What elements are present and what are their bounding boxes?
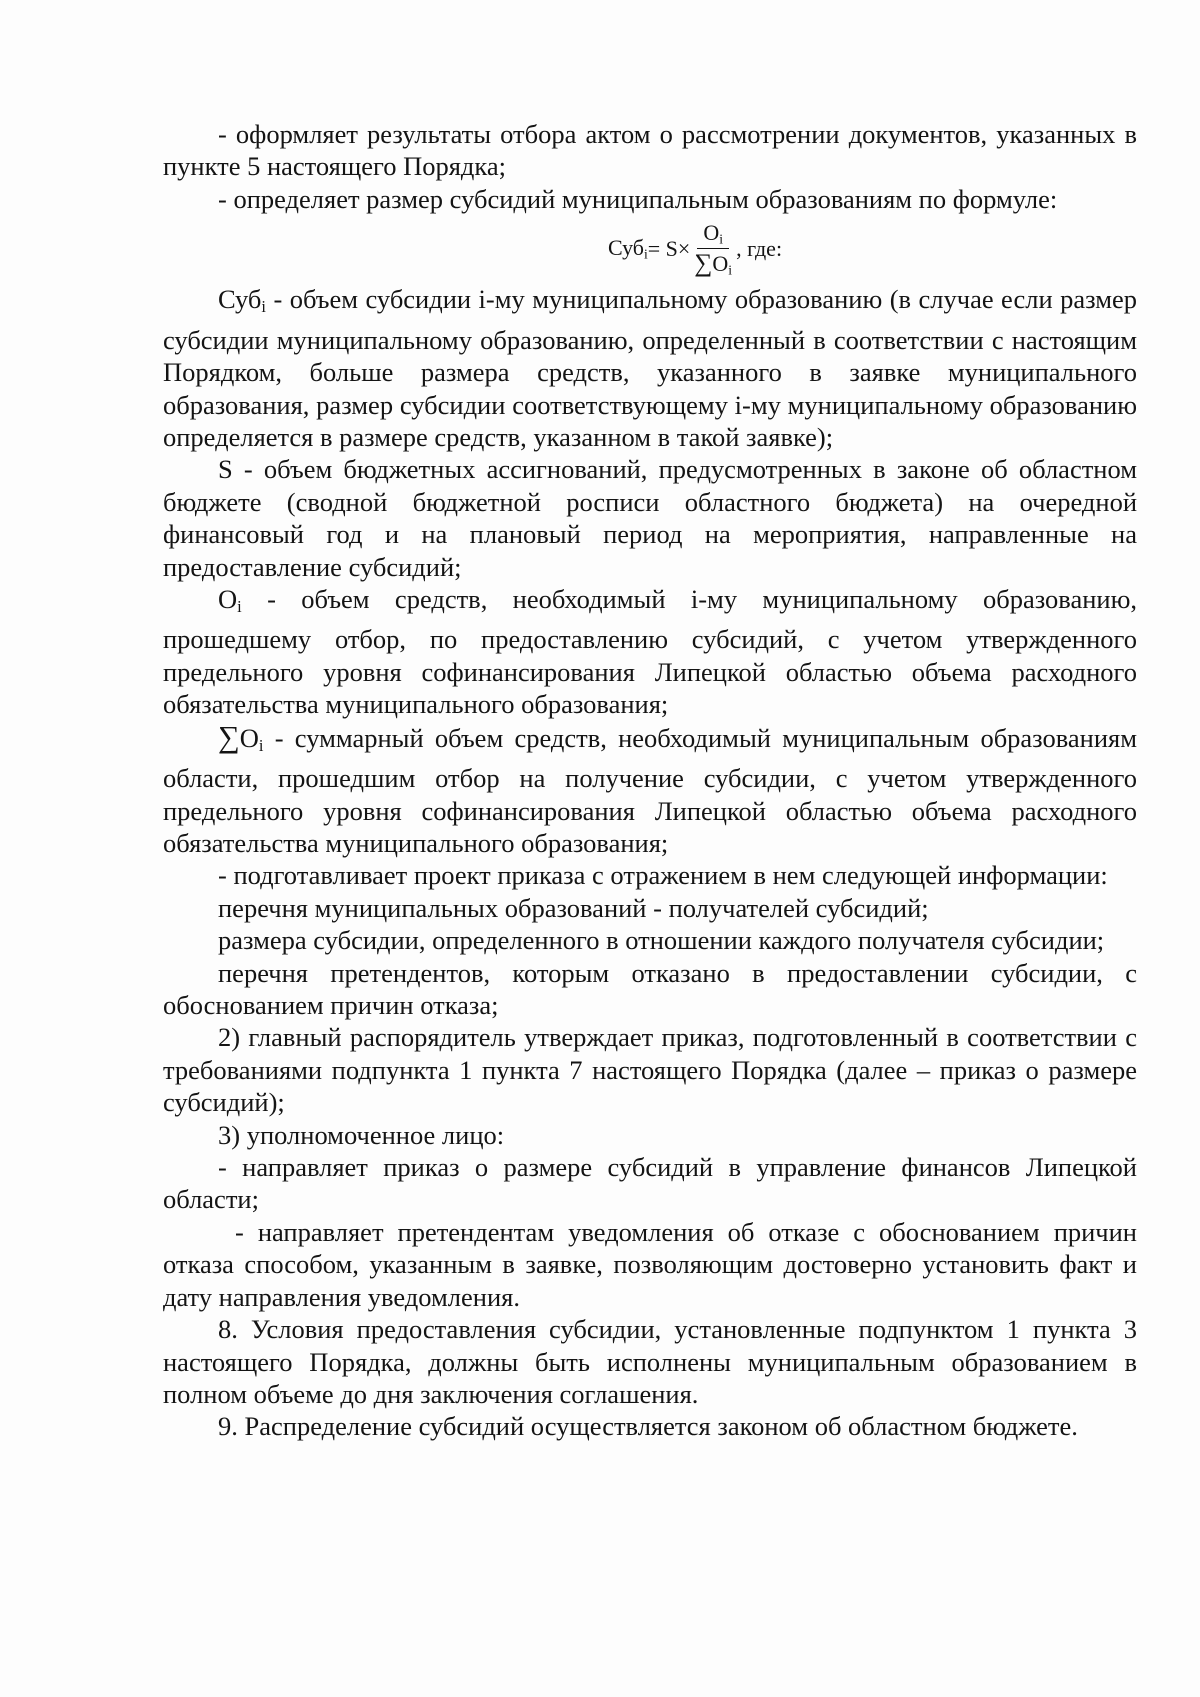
formula-suffix: , где: (736, 236, 783, 262)
paragraph-item-8: 8. Условия предоставления субсидии, установленные подпунктом 1 пункта 3 настоящего Порядка, должны быть исполнены муниципальным образованием в полном объеме до дня заключения соглашения. (163, 1314, 1137, 1409)
paragraph-results-act: - оформляет результаты отбора актом о рассмотрении документов, указанных в пункте 5 настоящего Порядка; (163, 119, 1137, 182)
paragraph-recipients-list: перечня муниципальных образований - получателей субсидий; (218, 892, 929, 923)
definition-s: S - объем бюджетных ассигнований, предусмотренных в законе об областном бюджете (сводной бюджетной росписи областного бюджета) на очередной финансовый год и на плановый период на мероприятия, направленные на предоставление субсидий; (163, 454, 1137, 582)
formula-denominator: $\sum O_i$ (694, 248, 733, 278)
paragraph-send-refusals: - направляет претендентам уведомления об отказе с обоснованием причин отказа способом, указанным в заявке, позволяющим достоверно установить факт и дату направления уведомления. (163, 1216, 1137, 1312)
formula-fraction (694, 219, 733, 278)
paragraph-item-2: 2) главный распорядитель утверждает приказ, подготовленный в соответствии с требованиями подпункта 1 пункта 7 настоящего Порядка (далее – приказ о размере субсидий); (163, 1022, 1137, 1118)
formula-equals-s: = S× (647, 236, 691, 262)
paragraph-send-order: - направляет приказ о размере субсидий в управление финансов Липецкой области; (163, 1152, 1137, 1215)
formula-lhs: Суб$_i$ (607, 235, 648, 262)
paragraph-item-9: 9. Распределение субсидий осуществляется законом об областном бюджете. (218, 1411, 1078, 1442)
paragraph-subsidy-formula-intro: - определяет размер субсидий муниципальным образованиям по формуле: (218, 183, 1058, 214)
paragraph-item-3: 3) уполномоченное лицо: (218, 1119, 505, 1150)
definition-sum-o: $\sum O_i$ - суммарный объем средств, необходимый муниципальным образованиям области, прошедшим отбор на получение субсидии, с учетом утвержденного предельного уровня софинансирования Липецкой областью объема расходного обязательства муниципального образования; (163, 719, 1137, 858)
formula-numerator: $O_i$ (697, 222, 729, 249)
subsidy-formula (163, 215, 1137, 283)
paragraph-prepare-order: - подготавливает проект приказа с отражением в нем следующей информации: (218, 860, 1108, 891)
paragraph-refused-list: перечня претендентов, которым отказано в предоставлении субсидии, с обоснованием причин отказа; (163, 957, 1137, 1021)
paragraph-subsidy-amount: размера субсидии, определенного в отношении каждого получателя субсидии; (218, 925, 1105, 956)
definition-sub: Суб$_i$ - объем субсидии i-му муниципальному образованию (в случае если размер субсидии муниципальному образованию, определенный в соответствии с настоящим Порядком, больше размера средств, указанного в заявке муниципального образования, размер субсидии соответствующему i-му муниципальному образованию определяется в размере средств, указанном в такой заявке); (163, 284, 1137, 452)
document-body (163, 118, 1137, 1443)
definition-o: $O_i$ - объем средств, необходимый i-му муниципальному образованию, прошедшему отбор, по предоставлению субсидий, с учетом утвержденного предельного уровня софинансирования Липецкой областью объема расходного обязательства муниципального образования; (163, 583, 1137, 720)
